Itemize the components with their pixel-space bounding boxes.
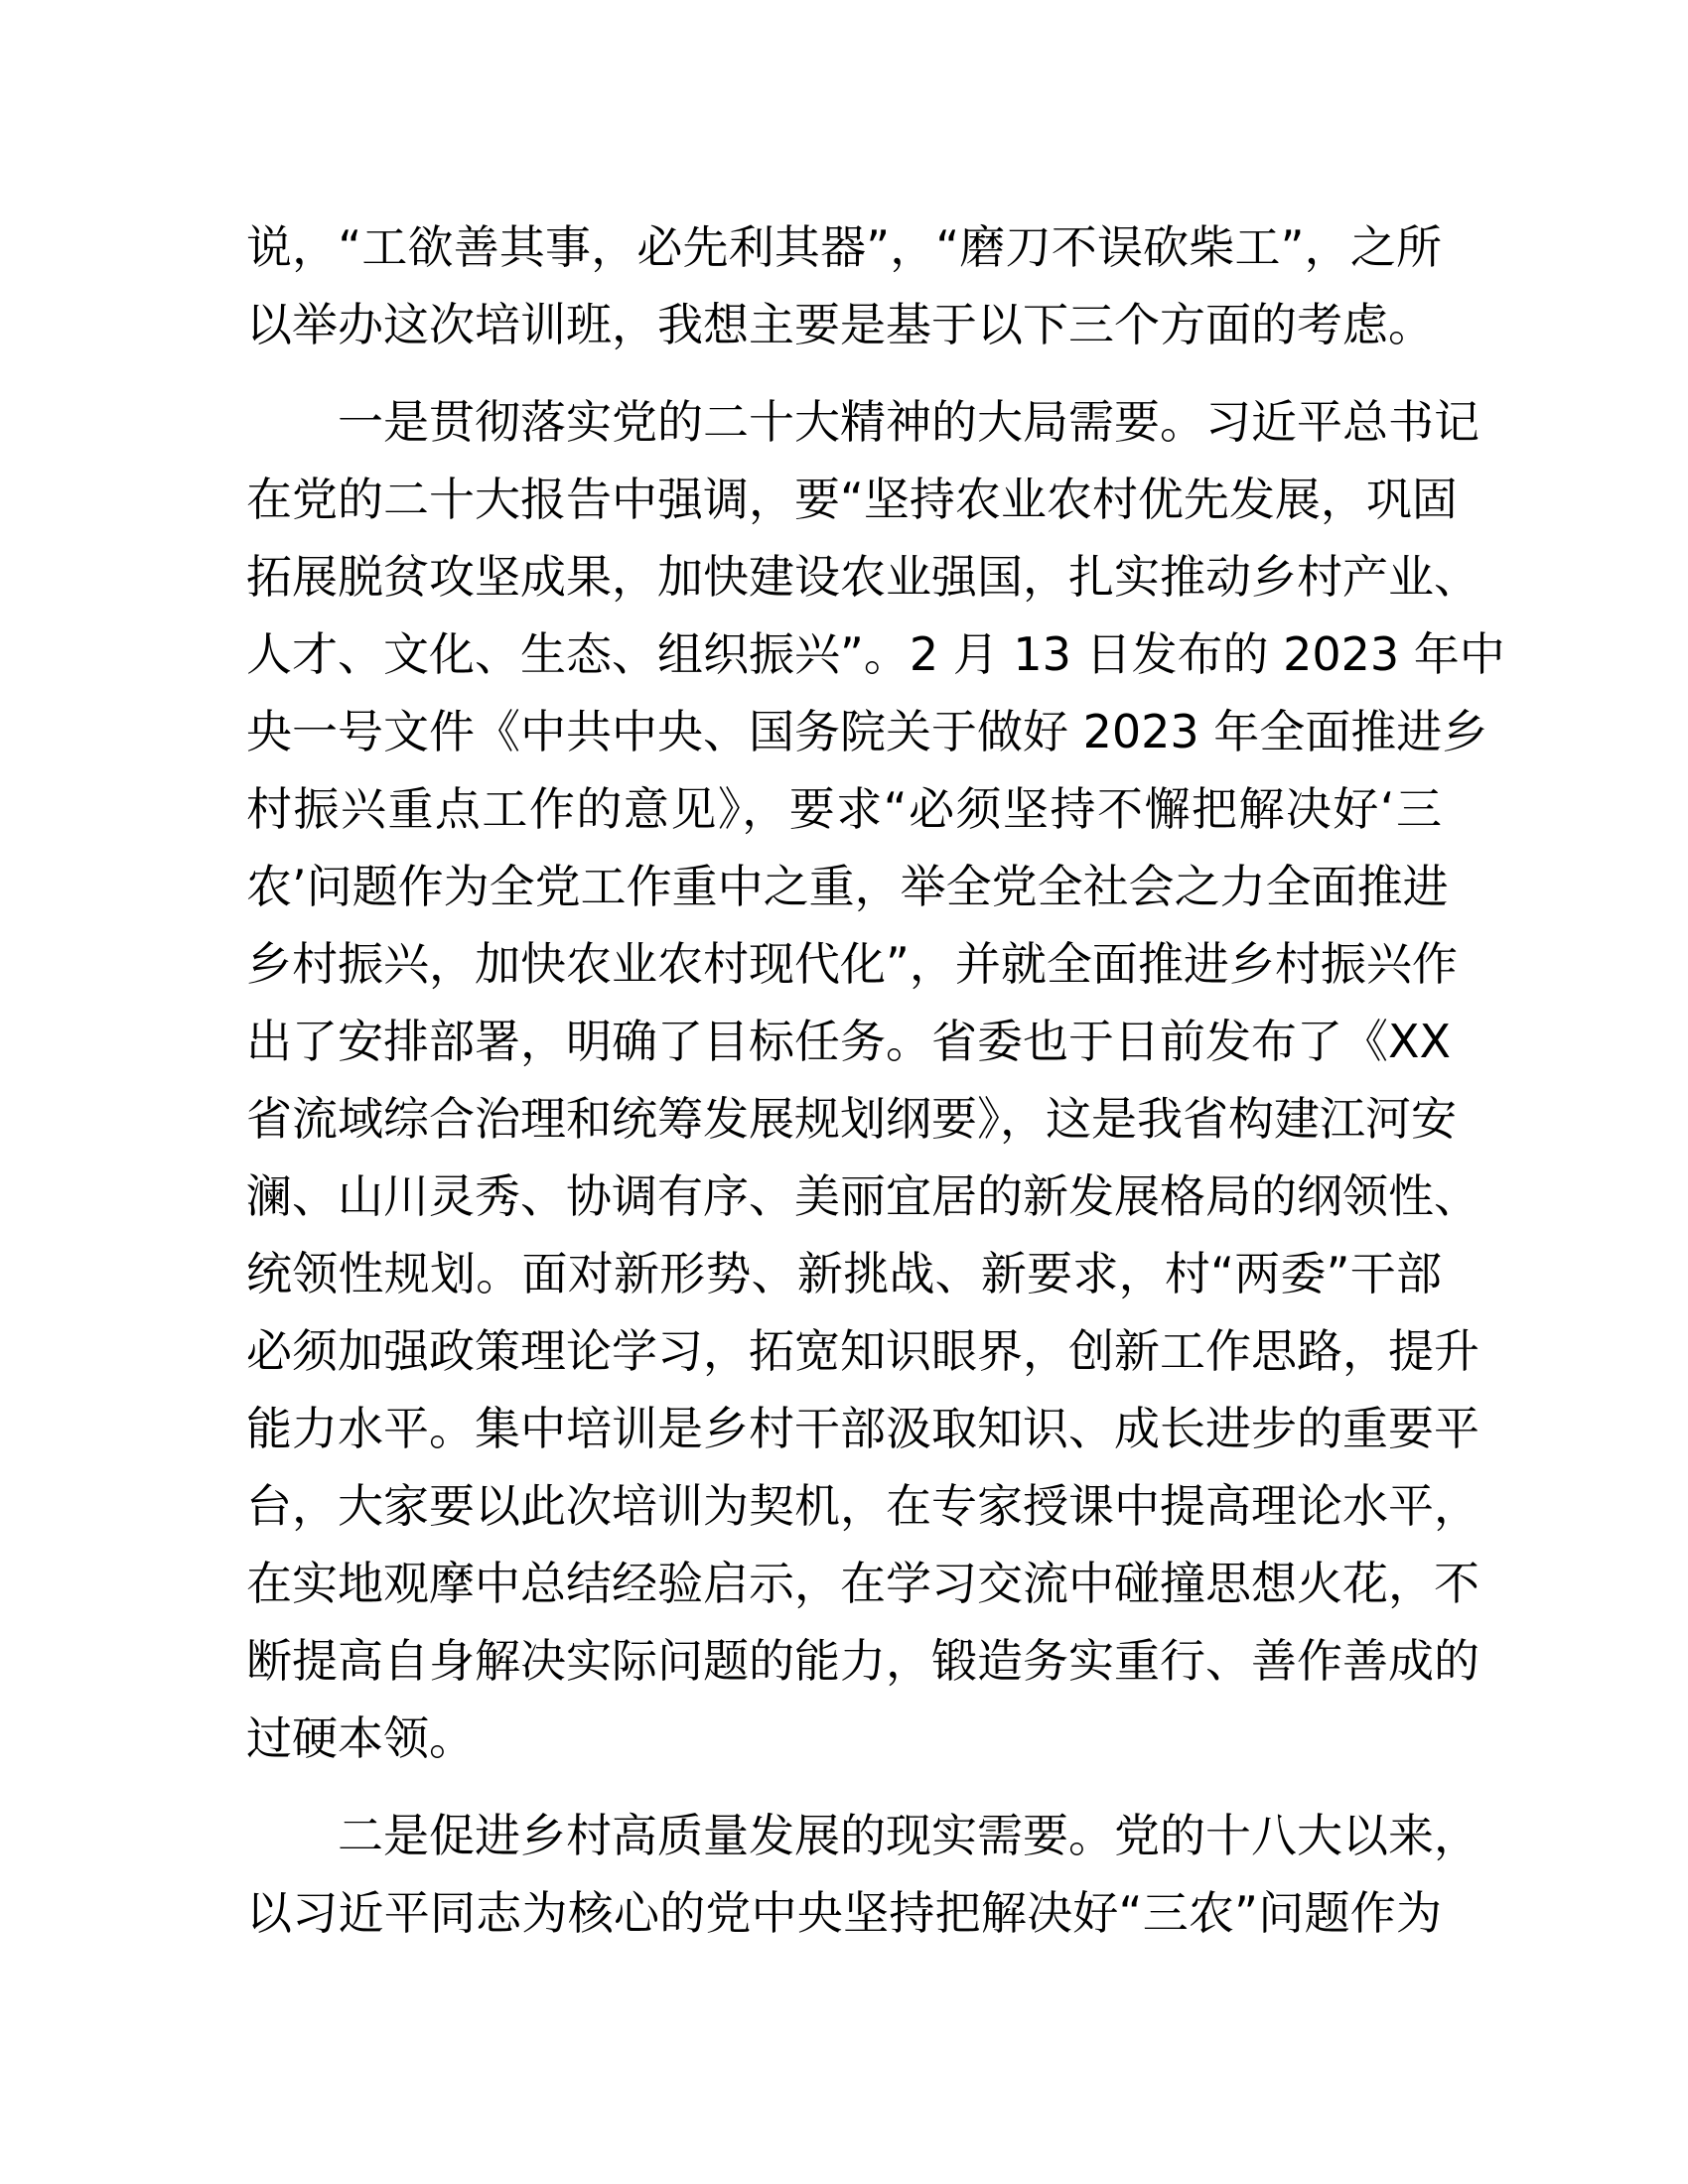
text-line: 在党的二十大报告中强调，要“坚持农业农村优先发展，巩固 [246,473,1458,526]
text-line: 一是贯彻落实党的二十大精神的大局需要。习近平总书记 [338,395,1479,449]
text-line: 以习近平同志为核心的党中央坚持把解决好“三农”问题作为 [246,1886,1442,1940]
text-line: 说，“工欲善其事，必先利其器”，“磨刀不误砍柴工”，之所 [246,220,1442,274]
text-line: 统领性规划。面对新形势、新挑战、新要求，村“两委”干部 [246,1247,1442,1300]
paragraph-point-two [246,1797,1479,1952]
text-line: 澜、山川灵秀、协调有序、美丽宜居的新发展格局的纲领性、 [246,1169,1479,1223]
text-line: 人才、文化、生态、组织振兴”。2 月 13 日发布的 2023 年中 [246,627,1505,681]
document-body [246,208,1505,1952]
text-line: 村振兴重点工作的意见》，要求“必须坚持不懈把解决好‘三 [246,782,1442,836]
paragraph-point-one [246,383,1505,1777]
text-line: 农’问题作为全党工作重中之重，举全党全社会之力全面推进 [246,860,1449,913]
paragraph-intro [246,208,1442,363]
text-line: 乡村振兴，加快农业农村现代化”，并就全面推进乡村振兴作 [246,937,1458,991]
text-line: 在实地观摩中总结经验启示，在学习交流中碰撞思想火花，不 [246,1557,1479,1610]
text-line: 拓展脱贫攻坚成果，加快建设农业强国，扎实推动乡村产业、 [246,550,1479,604]
text-line: 央一号文件《中共中央、国务院关于做好 2023 年全面推进乡 [246,705,1488,758]
paragraph-spacer [246,1777,1442,1797]
text-line: 必须加强政策理论学习，拓宽知识眼界，创新工作思路，提升 [246,1324,1479,1378]
text-line: 台，大家要以此次培训为契机，在专家授课中提高理论水平， [246,1479,1479,1533]
text-line: 二是促进乡村高质量发展的现实需要。党的十八大以来， [338,1809,1479,1862]
text-line: 出了安排部署，明确了目标任务。省委也于日前发布了《XX [246,1015,1452,1068]
text-line: 能力水平。集中培训是乡村干部汲取知识、成长进步的重要平 [246,1402,1479,1455]
paragraph-spacer [246,363,1442,383]
text-line: 省流域综合治理和统筹发展规划纲要》，这是我省构建江河安 [246,1092,1457,1146]
text-line: 断提高自身解决实际问题的能力，锻造务实重行、善作善成的 [246,1634,1479,1688]
text-line: 以举办这次培训班，我想主要是基于以下三个方面的考虑。 [246,298,1434,351]
text-line: 过硬本领。 [246,1711,475,1765]
